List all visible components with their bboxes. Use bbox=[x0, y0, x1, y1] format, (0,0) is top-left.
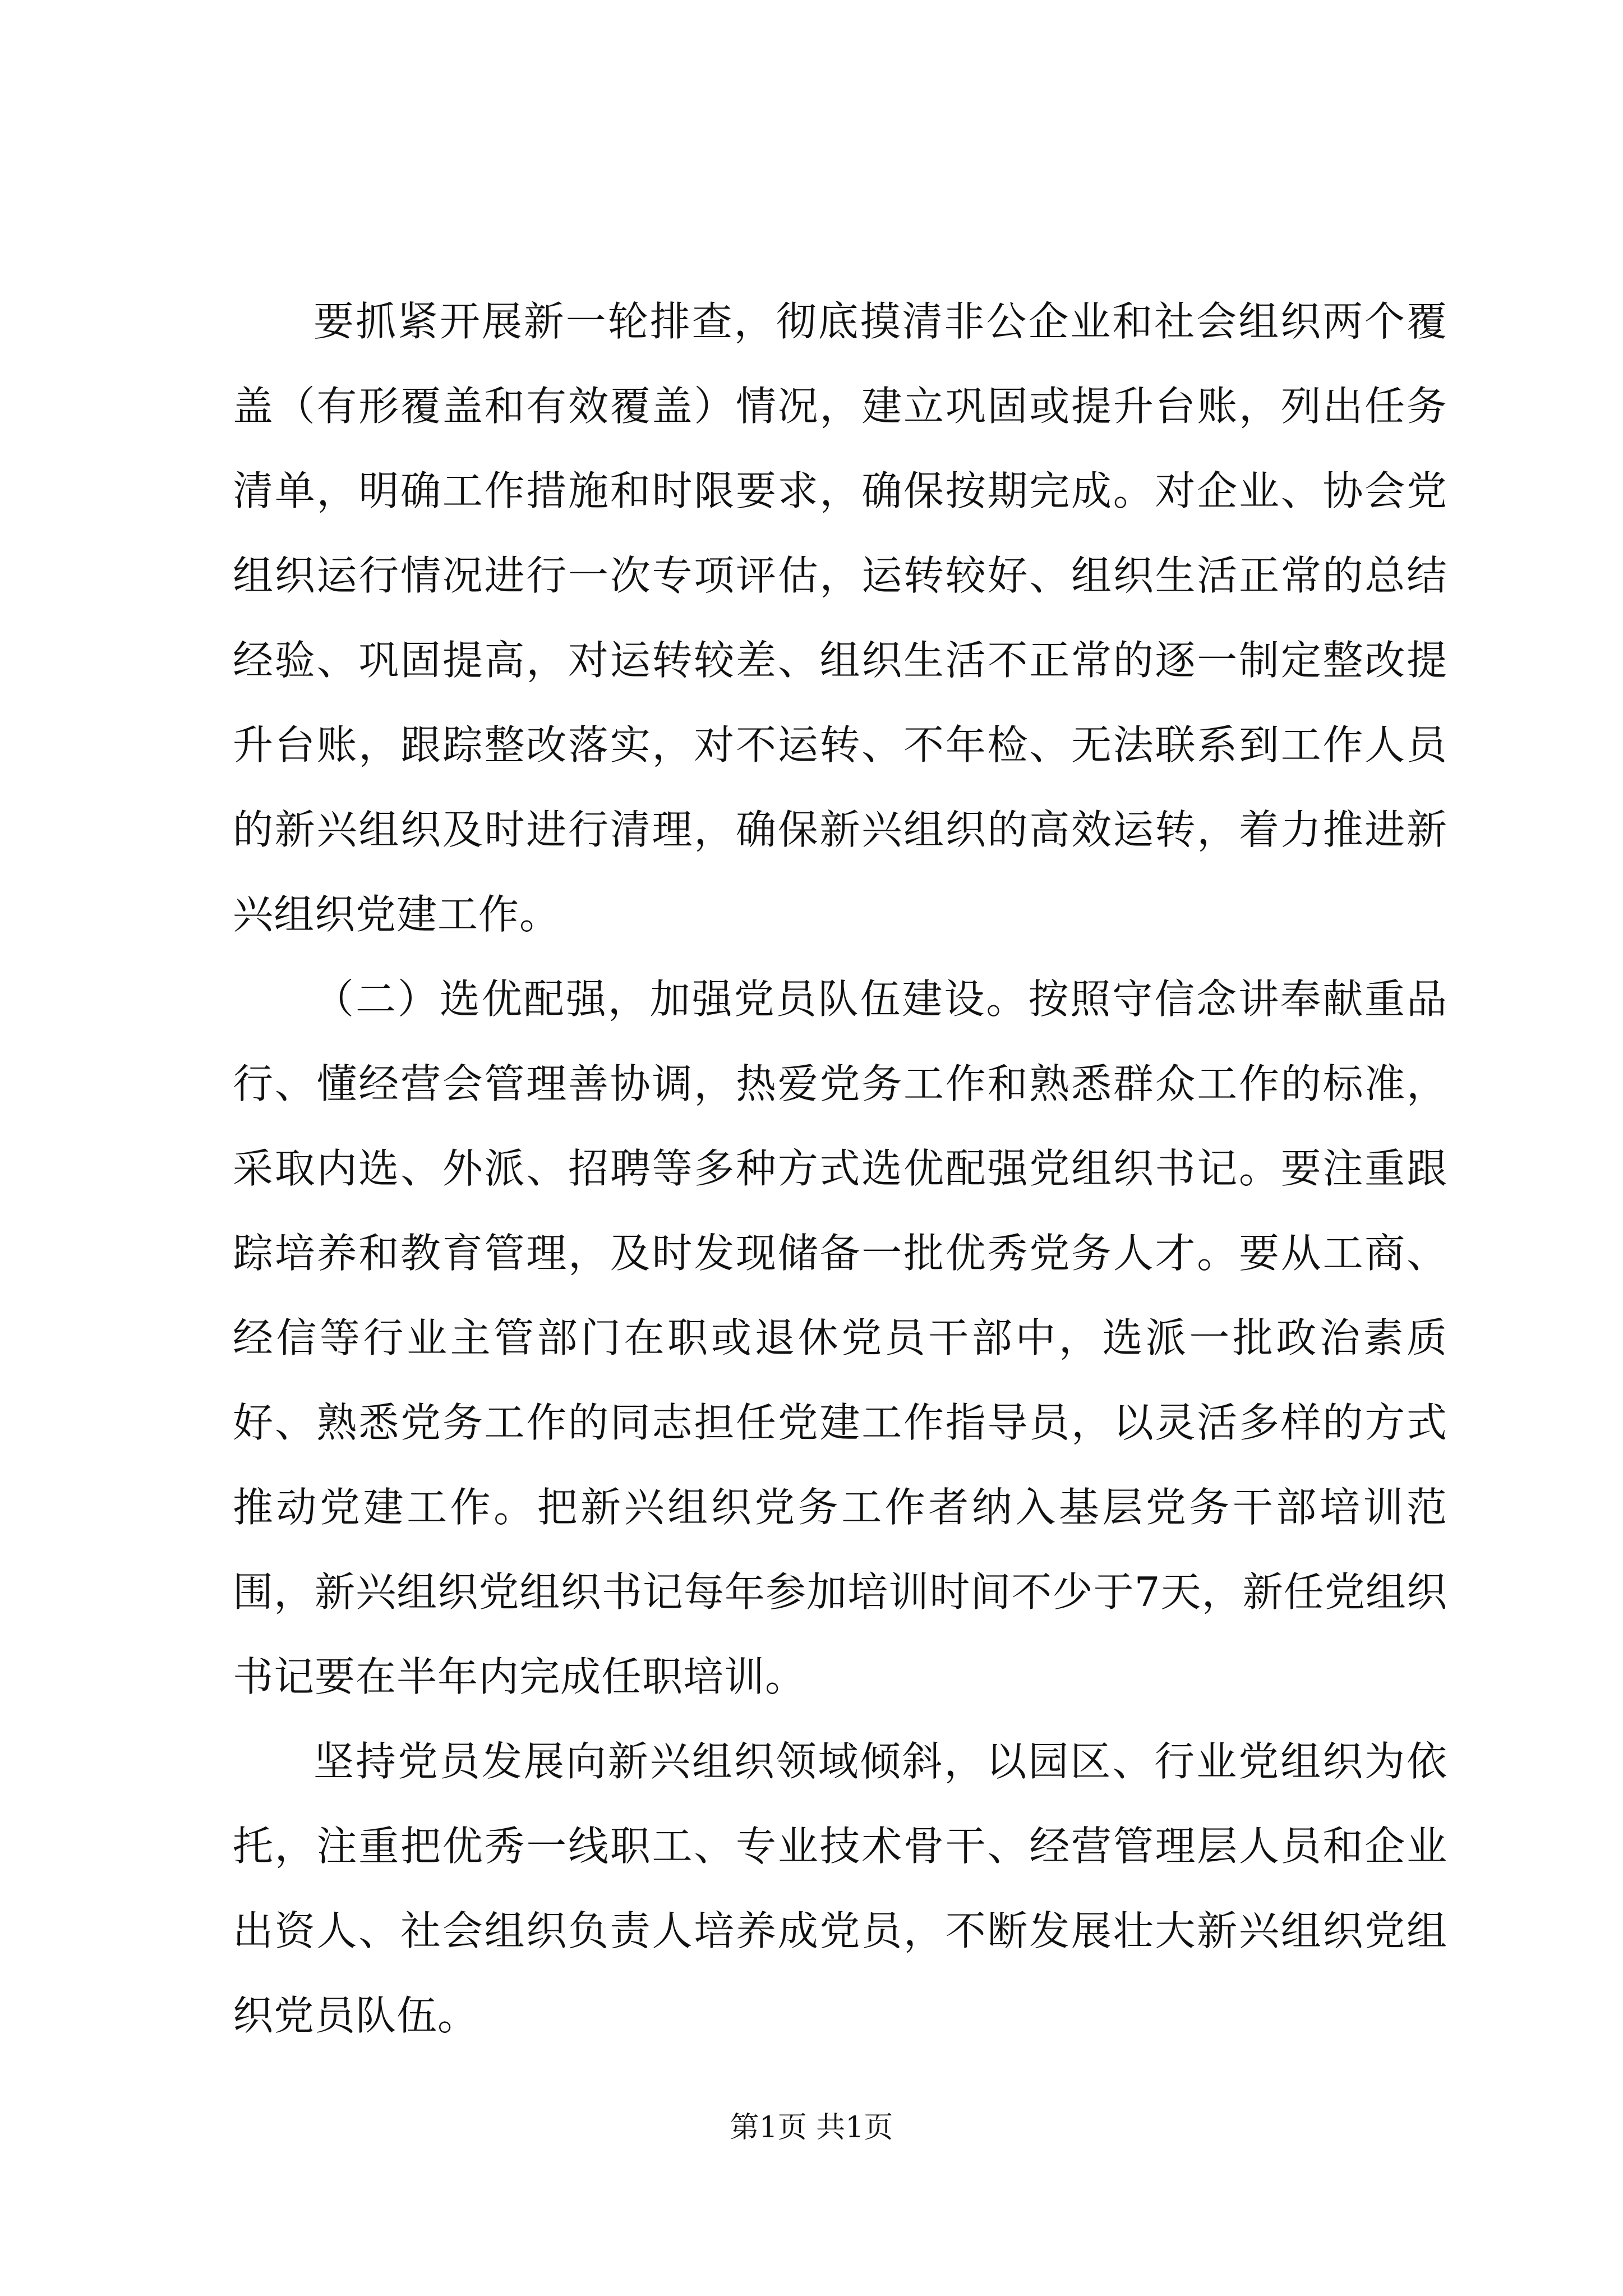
paragraph-1: 要抓紧开展新一轮排查，彻底摸清非公企业和社会组织两个覆盖（有形覆盖和有效覆盖）情况，建立巩固或提升台账，列出任务清单，明确工作措施和时限要求，确保按期完成。对企业、协会党组织运行情况进行一次专项评估，运转较好、组织生活正常的总结经验、巩固提高，对运转较差、组织生活不正常的逐一制定整改提升台账，跟踪整改落实，对不运转、不年检、无法联系到工作人员的新兴组织及时进行清理，确保新兴组织的高效运转，着力推进新兴组织党建工作。 bbox=[233, 298, 1447, 938]
page-footer: 第1页 共1页 bbox=[730, 2111, 893, 2145]
document-body bbox=[233, 279, 1447, 2058]
paragraph-2: （二）选优配强，加强党员队伍建设。按照守信念讲奉献重品行、懂经营会管理善协调，热爱党务工作和熟悉群众工作的标准，采取内选、外派、招聘等多种方式选优配强党组织书记。要注重跟踪培养和教育管理，及时发现储备一批优秀党务人才。要从工商、经信等行业主管部门在职或退休党员干部中，选派一批政治素质好、熟悉党务工作的同志担任党建工作指导员，以灵活多样的方式推动党建工作。把新兴组织党务工作者纳入基层党务干部培训范围，新兴组织党组织书记每年参加培训时间不少于7天，新任党组织书记要在半年内完成任职培训。 bbox=[233, 976, 1447, 1700]
paragraph-3: 坚持党员发展向新兴组织领域倾斜，以园区、行业党组织为依托，注重把优秀一线职工、专业技术骨干、经营管理层人员和企业出资人、社会组织负责人培养成党员，不断发展壮大新兴组织党组织党员队伍。 bbox=[233, 1738, 1447, 2039]
